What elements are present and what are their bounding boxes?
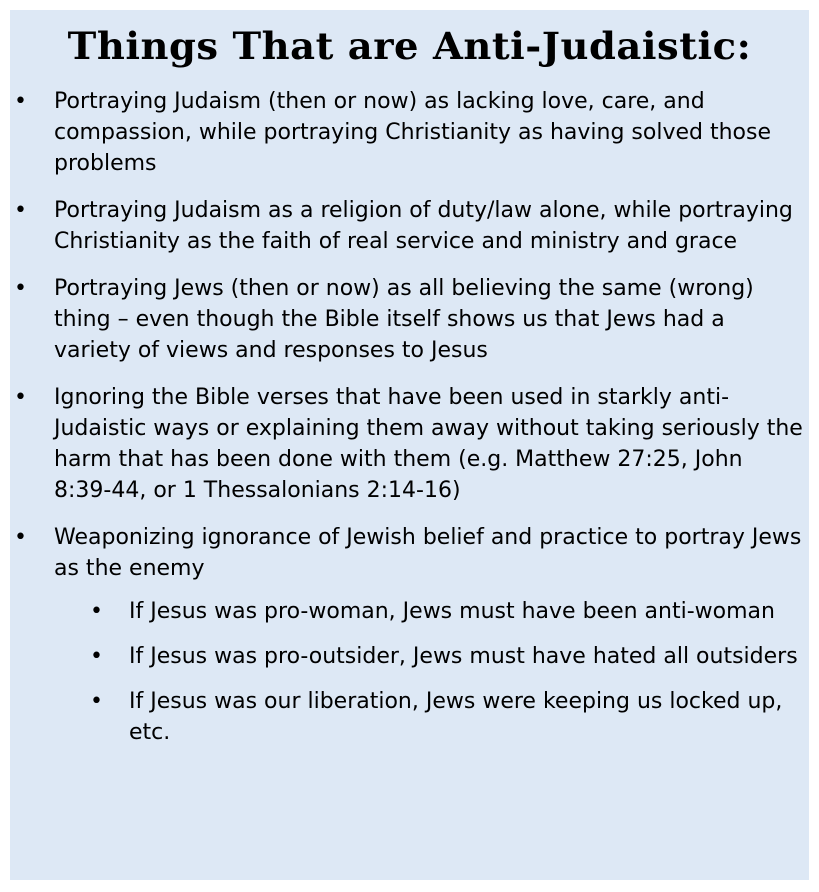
list-item bbox=[10, 522, 809, 748]
bullet-list bbox=[10, 86, 809, 764]
sub-list-item-text: If Jesus was pro-outsider, Jews must have hated all outsiders bbox=[129, 644, 798, 669]
list-item bbox=[10, 382, 809, 506]
list-item bbox=[10, 195, 809, 257]
list-item bbox=[10, 273, 809, 366]
list-item-text: Portraying Judaism as a religion of duty/law alone, while portraying Christianity as the faith of real service and ministry and grace bbox=[54, 198, 793, 254]
sub-list-item bbox=[54, 641, 803, 672]
sub-bullet-list bbox=[54, 596, 803, 748]
sub-list-item-text: If Jesus was our liberation, Jews were keeping us locked up, etc. bbox=[129, 689, 783, 745]
list-item-text: Portraying Judaism (then or now) as lacking love, care, and compassion, while portraying Christianity as having solved those problems bbox=[54, 89, 772, 176]
sub-list-item bbox=[54, 686, 803, 748]
list-item bbox=[10, 86, 809, 179]
list-item-text: Weaponizing ignorance of Jewish belief and practice to portray Jews as the enemy bbox=[54, 525, 802, 581]
list-item-text: Portraying Jews (then or now) as all believing the same (wrong) thing – even though the Bible itself shows us that Jews had a variety of views and responses to Jesus bbox=[54, 276, 754, 363]
sub-list-item bbox=[54, 596, 803, 627]
list-item-text: Ignoring the Bible verses that have been used in starkly anti-Judaistic ways or explaining them away without taking seriously the harm that has been done with them (e.g. Matthew 27:25, John 8:39-44, or 1 Thessalonians 2:14-16) bbox=[54, 385, 803, 503]
page-title: Things That are Anti-Judaistic: bbox=[67, 24, 752, 68]
content-card bbox=[10, 10, 809, 880]
sub-list-item-text: If Jesus was pro-woman, Jews must have been anti-woman bbox=[129, 599, 775, 624]
